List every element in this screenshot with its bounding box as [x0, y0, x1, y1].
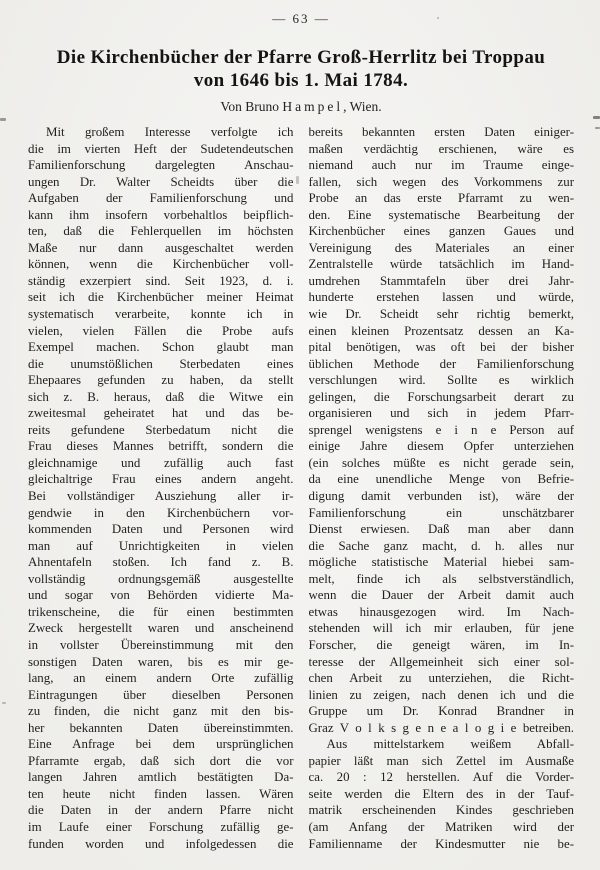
- text-line: chen Arbeit zu unterziehen, die Richt-: [308, 671, 574, 686]
- text-line: maßen verdächtig erschienen, wäre es: [308, 141, 574, 156]
- left-column: [28, 124, 294, 852]
- text-line: einige Jahre diesem Opfer unterziehen: [308, 439, 574, 454]
- text-line: pital benötigen, was oft bei der bisher: [308, 340, 574, 355]
- text-line: Exempel machen. Schon glaubt man: [28, 340, 294, 355]
- text-line: etwas hinausgezogen wird. Im Nach-: [308, 604, 574, 619]
- text-line: Dienst erwiesen. Daß man aber dann: [308, 522, 574, 537]
- two-column-body: [28, 124, 574, 852]
- text-line: (am Anfang der Matriken wird der: [308, 819, 574, 834]
- text-line: und sogar von Behörden vidierte Ma-: [28, 588, 294, 603]
- text-line: vollständig ordnungsgemäß ausgestellte: [28, 571, 294, 586]
- text-line: man auf Unrichtigkeiten in vielen: [28, 538, 294, 553]
- text-line: gleichnamige und zufällig auch fast: [28, 455, 294, 470]
- text-line: vielen, vielen Fällen die Probe aufs: [28, 323, 294, 338]
- text-line: sich z. B. heraus, daß die Witwe ein: [28, 389, 294, 404]
- scan-artifact: [2, 702, 6, 704]
- text-line: seite werden die Eltern des in der Tauf-: [308, 786, 574, 801]
- text-line: umdrehen Stammtafeln über drei Jahr-: [308, 273, 574, 288]
- text-line: wenn die Dauer der Arbeit damit auch: [308, 588, 574, 603]
- text-line: stehenden will ich mir erlauben, für jene: [308, 621, 574, 636]
- text-line: die im vierten Heft der Sudetendeutschen: [28, 141, 294, 156]
- text-line: Bei vollständiger Ausziehung aller ir-: [28, 489, 294, 504]
- text-line: gleichaltrige Frau eines andern angeht.: [28, 472, 294, 487]
- text-line: gendwie in den Kirchenbüchern vor-: [28, 505, 294, 520]
- text-line: die unumstößlichen Sterbedaten eines: [28, 356, 294, 371]
- text-line: Ahnentafeln stoßen. Ich fand z. B.: [28, 555, 294, 570]
- right-column: [309, 124, 575, 852]
- text-line: können, wenn die Kirchenbücher voll-: [28, 257, 294, 272]
- text-line: niemand auch nur im Traume einge-: [308, 158, 574, 173]
- text-line: melt, finde ich als selbstverständlich,: [308, 571, 574, 586]
- text-line: zu finden, die nicht ganz mit den bis-: [28, 704, 294, 719]
- text-line: sprengel wenigstens e i n e Person auf: [308, 422, 574, 437]
- text-line: Mit großem Interesse verfolgte ich: [46, 125, 294, 139]
- text-line: Gruppe um Dr. Konrad Brandner in: [308, 704, 574, 719]
- paragraph: [28, 124, 294, 852]
- scan-artifact: [593, 116, 600, 119]
- text-line: die Daten in der andern Pfarre nicht: [28, 803, 294, 818]
- scan-artifact: [0, 118, 6, 121]
- text-line: hunderte erstehen lassen und würde,: [308, 290, 574, 305]
- byline: [28, 99, 574, 115]
- text-line: her bekannten Daten übereinstimmten.: [28, 720, 294, 735]
- text-line: Aus mittelstarkem weißem Abfall-: [326, 737, 574, 752]
- text-line: Zentralstelle würde tatsächlich im Hand-: [308, 257, 574, 272]
- text-line: teresse der Allgemeinheit sich einer sol-: [308, 654, 574, 669]
- text-line: Maße nur dann ausgeschaltet werden: [28, 240, 294, 255]
- text-line: Familienname der Kindesmutter nie be-: [308, 836, 574, 851]
- text-line: gelingen, die Forschungsarbeit derart zu: [308, 389, 574, 404]
- text-line: den. Eine systematische Bearbeitung der: [308, 207, 574, 222]
- text-line: seit ich die Kirchenbücher meiner Heimat: [28, 290, 294, 305]
- paragraph: [309, 124, 575, 736]
- text-line: ten, daß die Fehlerquellen im höchsten: [28, 224, 294, 239]
- article-title: [28, 46, 574, 92]
- page-number: — 63 —: [272, 11, 330, 26]
- text-line: Zweck hergestellt waren und anscheinend: [28, 621, 294, 636]
- text-line: Familienforschung dargelegten Anschau-: [28, 158, 294, 173]
- text-line: da eine unendliche Menge von Befrie-: [308, 472, 574, 487]
- text-line: in vollster Übereinstimmung mit den: [28, 637, 294, 652]
- text-line: verschlungen wird. Sollte es wirklich: [308, 373, 574, 388]
- text-line: kommenden Daten und Personen wird: [28, 522, 294, 537]
- text-line: kann ihm insofern vorbehaltlos beipflich-: [28, 207, 294, 222]
- text-line: im Laufe einer Forschung zufällig ge-: [28, 819, 294, 834]
- text-line: Eintragungen über dieselben Personen: [28, 687, 294, 702]
- text-line: mögliche statistische Material hiebei sam-: [308, 555, 574, 570]
- text-line: Vereinigung des Materiales an einer: [308, 240, 574, 255]
- text-line: linien zu zeigen, nach denen ich und die: [308, 687, 574, 702]
- article-title-line2: von 1646 bis 1. Mai 1784.: [193, 70, 409, 91]
- text-line: organisieren und sich in jedem Pfarr-: [308, 406, 574, 421]
- text-line: Forscher, die geneigt wären, im In-: [308, 637, 574, 652]
- text-line: einen kleinen Prozentsatz dessen an Ka-: [308, 323, 574, 338]
- scan-artifact: [437, 17, 439, 19]
- text-line: digung damit verbunden ist), wäre der: [308, 489, 574, 504]
- article-title-line1: Die Kirchenbücher der Pfarre Groß-Herrlitz bei Troppau: [56, 47, 546, 68]
- text-line: Graz V o l k s g e n e a l o g i e betreiben.: [308, 720, 574, 735]
- text-line: systematisch verarbeite, konnte ich in: [28, 307, 294, 322]
- text-line: bereits bekannten ersten Daten einiger-: [308, 125, 574, 139]
- text-line: ungen Dr. Walter Scheidts über die: [28, 174, 294, 189]
- byline-author-name: Hampel: [282, 99, 344, 114]
- text-line: Ehepaares gefunden zu haben, da stellt: [28, 373, 294, 388]
- text-line: Probe an das erste Pfarramt zu wen-: [308, 191, 574, 206]
- text-line: ca. 20 : 12 herstellen. Auf die Vorder-: [308, 770, 574, 785]
- text-line: üblichen Methode der Familienforschung: [308, 356, 574, 371]
- text-line: sonstigen Daten waren, bis es mir ge-: [28, 654, 294, 669]
- scan-artifact: [296, 176, 299, 184]
- text-line: zweitesmal geheiratet hat und das be-: [28, 406, 294, 421]
- text-line: Familienforschung ein unschätzbarer: [308, 505, 574, 520]
- text-line: langen Jahren amtlich bestätigten Da-: [28, 770, 294, 785]
- paragraph: [309, 736, 575, 852]
- text-line: Frau dieses Mannes betrifft, sondern die: [28, 439, 294, 454]
- text-line: wie Dr. Scheidt sehr richtig bemerkt,: [308, 307, 574, 322]
- text-line: fallen, sich wegen des Vorkommens zur: [308, 174, 574, 189]
- text-line: Kirchenbücher eines ganzen Gaues und: [308, 224, 574, 239]
- text-line: (ein solches müßte es nicht gerade sein,: [308, 455, 574, 470]
- scan-artifact: [595, 127, 600, 129]
- text-line: ständig exzerpiert sind. Seit 1923, d. i.: [28, 273, 294, 288]
- text-line: Pfarramte ergab, daß sich dort die vor: [28, 753, 294, 768]
- text-line: trikenscheine, die für einen bestimmten: [28, 604, 294, 619]
- text-line: papier läßt man sich Zettel im Ausmaße: [308, 753, 574, 768]
- text-line: Aufgaben der Familienforschung und: [28, 191, 294, 206]
- byline-suffix: , Wien.: [343, 99, 382, 114]
- text-line: matrik erscheinenden Kindes geschrieben: [308, 803, 574, 818]
- text-line: funden worden und infolgedessen die: [28, 836, 294, 851]
- text-line: lang, an einem andern Orte zufällig: [28, 671, 294, 686]
- text-line: Eine Anfrage bei dem ursprünglichen: [28, 737, 294, 752]
- text-line: ten heute nicht finden lassen. Wären: [28, 786, 294, 801]
- text-line: reits gefundene Sterbedatum nicht die: [28, 422, 294, 437]
- byline-prefix: Von Bruno: [220, 99, 283, 114]
- text-line: die Sache ganz macht, d. h. alles nur: [308, 538, 574, 553]
